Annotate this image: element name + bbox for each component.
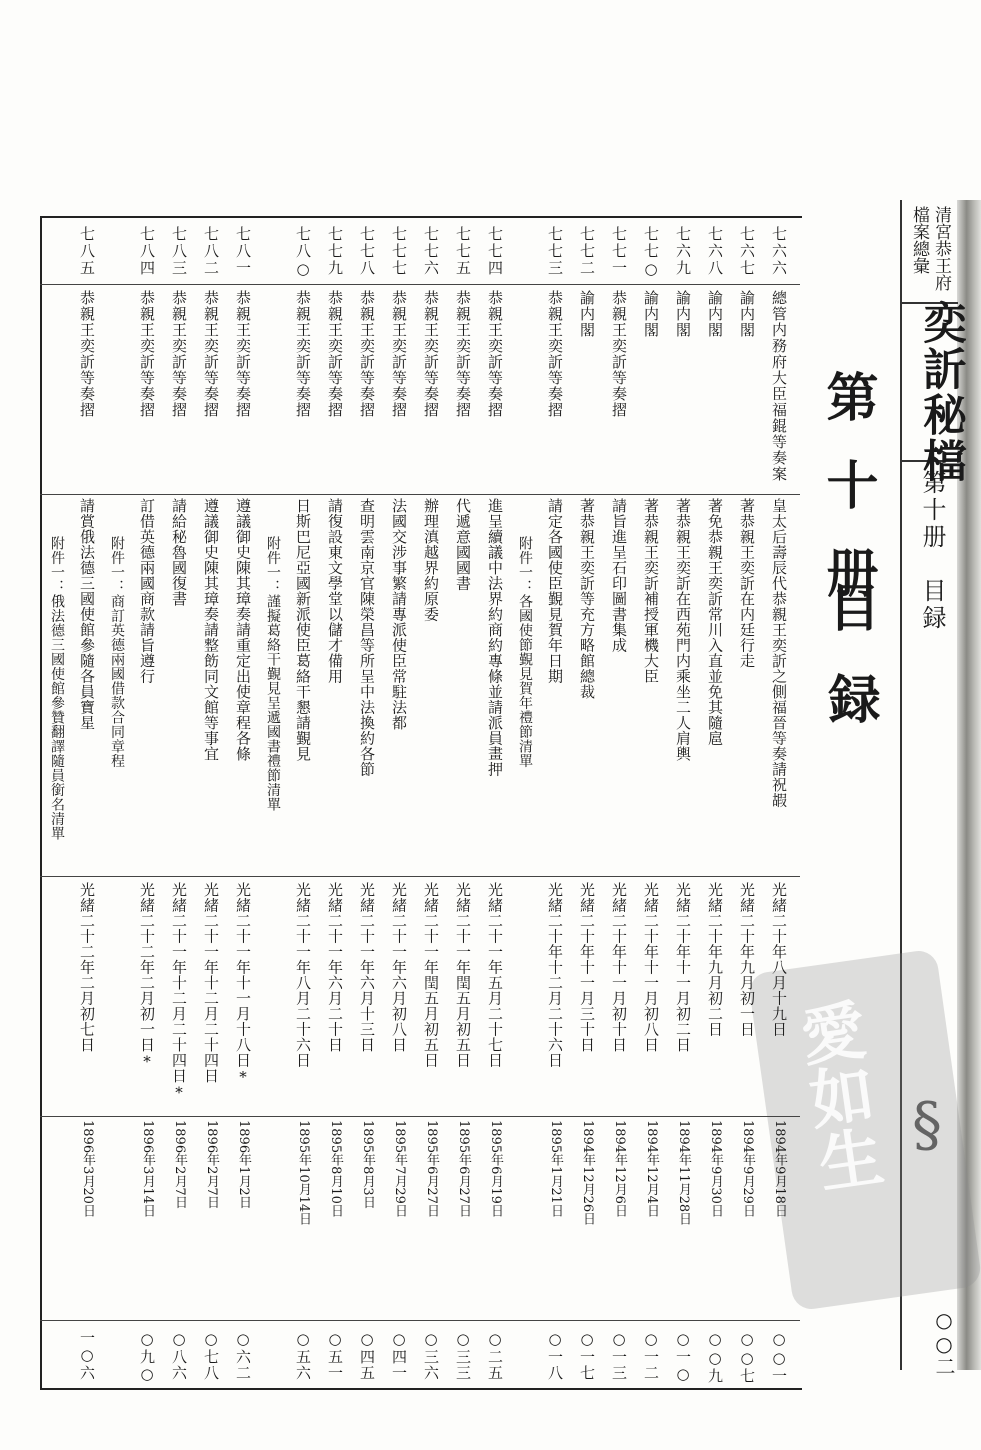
entry-ad-date: 1896年1月2日 (236, 1120, 251, 1209)
entry-agent: 恭親王奕訢等奏摺 (234, 290, 252, 418)
entry-subject: 著恭親王奕訢等充方略館總裁 (578, 498, 596, 700)
entry-subject: 請旨進呈石印圖書集成 (610, 498, 628, 653)
entry-page: ○○一 (770, 1330, 788, 1384)
entry-agent: 總管内務府大臣福錕等奏案 (770, 290, 788, 482)
entry-page: ○三六 (422, 1330, 440, 1381)
entry-ad-date: 1896年2月7日 (172, 1120, 187, 1209)
series-line-1: 清宮恭王府 (931, 206, 951, 291)
table-row (416, 216, 446, 1386)
entry-date: 光緒二十一年十二月二十四日 (202, 882, 220, 1084)
entry-subject: 請給秘魯國復書 (170, 498, 188, 607)
series-title (902, 206, 956, 296)
entry-number: 七七三 (546, 226, 564, 277)
entry-date: 光緒二十一年十二月二十四日* (170, 882, 188, 1102)
table-row (352, 216, 382, 1386)
table-row (668, 216, 698, 1386)
entry-number: 七六九 (674, 226, 692, 277)
attachment-text: 附件一：謹擬葛絡干覲見呈遞國書禮節清單 (265, 536, 281, 812)
entry-date: 光緒二十年十一月初十日 (610, 882, 628, 1053)
entry-agent: 恭親王奕訢等奏摺 (138, 290, 156, 418)
entry-date: 光緒二十一年六月初八日 (390, 882, 408, 1053)
entry-agent: 恭親王奕訢等奏摺 (78, 290, 96, 418)
entry-number: 七七五 (454, 226, 472, 277)
entry-page: ○四一 (390, 1330, 408, 1381)
entry-ad-date: 1896年3月14日 (140, 1120, 155, 1217)
entry-ad-date: 1896年3月20日 (80, 1120, 95, 1217)
entry-page: ○一三 (610, 1330, 628, 1381)
entry-agent: 恭親王奕訢等奏摺 (546, 290, 564, 418)
entry-agent: 恭親王奕訢等奏摺 (486, 290, 504, 418)
entry-number: 七七○ (642, 226, 660, 280)
entry-ad-date: 1895年6月19日 (488, 1120, 503, 1217)
entry-number: 七八一 (234, 226, 252, 277)
table-row (164, 216, 194, 1386)
entry-agent: 諭内閣 (674, 290, 692, 338)
table-row (480, 216, 510, 1386)
entry-date: 光緒二十年九月初一日 (738, 882, 756, 1037)
entry-agent: 諭内閣 (738, 290, 756, 338)
entry-agent: 恭親王奕訢等奏摺 (422, 290, 440, 418)
entry-agent: 恭親王奕訢等奏摺 (358, 290, 376, 418)
entry-date: 光緒二十一年閏五月初五日 (454, 882, 472, 1068)
swirl-ornament-icon: § (912, 1090, 942, 1160)
entry-number: 七七一 (610, 226, 628, 277)
entry-ad-date: 1894年11月28日 (676, 1120, 691, 1226)
entry-subject: 訂借英德兩國商款請旨遵行 (138, 498, 156, 684)
table-row (384, 216, 414, 1386)
entry-ad-date: 1895年8月3日 (360, 1120, 375, 1209)
entry-ad-date: 1894年12月4日 (644, 1120, 659, 1217)
table-row (604, 216, 634, 1386)
entry-subject: 請復設東文學堂以儲才備用 (326, 498, 344, 684)
entry-date: 光緒二十一年十一月十八日* (234, 882, 252, 1087)
entry-number: 七八四 (138, 226, 156, 277)
entry-ad-date: 1896年2月7日 (204, 1120, 219, 1209)
entry-subject: 皇太后壽辰代恭親王奕訢之側福晉等奏請祝嘏 (770, 498, 788, 808)
table-row (700, 216, 730, 1386)
table-row (732, 216, 762, 1386)
entry-date: 光緒二十一年六月二十日 (326, 882, 344, 1053)
entry-agent: 恭親王奕訢等奏摺 (202, 290, 220, 418)
entry-agent: 恭親王奕訢等奏摺 (170, 290, 188, 418)
entry-page: ○八六 (170, 1330, 188, 1381)
attachment-text: 附件一：各國使節覲見賀年禮節清單 (517, 536, 533, 768)
attachment-row (104, 216, 130, 1386)
table-row (764, 216, 794, 1386)
entry-number: 七七七 (390, 226, 408, 277)
entry-page: ○○九 (706, 1330, 724, 1384)
entry-number: 七八○ (294, 226, 312, 280)
table-row (320, 216, 350, 1386)
entry-subject: 進呈續議中法界約商約專條並請派員畫押 (486, 498, 504, 777)
entry-agent: 諭内閣 (706, 290, 724, 338)
entry-subject: 遵議御史陳其璋奏請重定出使章程各條 (234, 498, 252, 762)
entry-date: 光緒二十年九月初二日 (706, 882, 724, 1037)
entry-number: 七七六 (422, 226, 440, 277)
entry-page: ○一二 (642, 1330, 660, 1381)
series-line-2: 檔案總彙 (909, 206, 929, 274)
entry-ad-date: 1894年9月29日 (740, 1120, 755, 1217)
entry-page: ○五六 (294, 1330, 312, 1381)
book-title: 奕訢秘檔 (915, 300, 966, 484)
entry-subject: 著免恭親王奕訢常川入直並免其隨扈 (706, 498, 724, 746)
entry-page: ○三三 (454, 1330, 472, 1381)
entry-page: ○四五 (358, 1330, 376, 1381)
entry-subject: 辦理滇越界約原委 (422, 498, 440, 622)
entry-page: 一○六 (78, 1330, 96, 1381)
entry-number: 七八二 (202, 226, 220, 277)
entry-subject: 請定各國使臣覲見賀年日期 (546, 498, 564, 684)
entry-agent: 恭親王奕訢等奏摺 (390, 290, 408, 418)
entry-page: ○一八 (546, 1330, 564, 1381)
entry-date: 光緒二十年十二月二十六日 (546, 882, 564, 1068)
entry-ad-date: 1894年12月26日 (580, 1120, 595, 1226)
entry-ad-date: 1895年8月10日 (328, 1120, 343, 1217)
entry-number: 七八三 (170, 226, 188, 277)
entry-date: 光緒二十年八月十九日 (770, 882, 788, 1037)
entry-date: 光緒二十年十一月初二日 (674, 882, 692, 1053)
attachment-text: 附件一：俄法德三國使館參贊翻譯隨員銜名清單 (49, 536, 65, 841)
table-row (228, 216, 258, 1386)
page-number: ○○二 (932, 1308, 956, 1376)
table-row (572, 216, 602, 1386)
entry-ad-date: 1894年12月6日 (612, 1120, 627, 1217)
entry-agent: 諭内閣 (642, 290, 660, 338)
entry-subject: 遵議御史陳其璋奏請整飭同文館等事宜 (202, 498, 220, 762)
table-row (540, 216, 570, 1386)
entry-subject: 著恭親王奕訢在内廷行走 (738, 498, 756, 669)
entry-subject: 查明雲南京官陳榮昌等所呈中法換約各節 (358, 498, 376, 777)
entry-subject: 請賞俄法德三國使館參隨各員寶星 (78, 498, 96, 731)
entry-page: ○六二 (234, 1330, 252, 1381)
entry-subject: 著恭親王奕訢在西苑門内乘坐二人肩輿 (674, 498, 692, 762)
entry-subject: 日斯巴尼亞國新派使臣葛絡干懇請覲見 (294, 498, 312, 762)
entry-ad-date: 1895年6月27日 (456, 1120, 471, 1217)
entry-page: ○七八 (202, 1330, 220, 1381)
entry-subject: 代遞意國國書 (454, 498, 472, 591)
entry-page: ○二五 (486, 1330, 504, 1381)
volume-heading: 第十册 (817, 370, 878, 634)
entry-agent: 恭親王奕訢等奏摺 (454, 290, 472, 418)
entry-page: ○○七 (738, 1330, 756, 1384)
entry-number: 七七九 (326, 226, 344, 277)
entry-date: 光緒二十二年二月初七日 (78, 882, 96, 1053)
entry-number: 七七四 (486, 226, 504, 277)
entry-page: ○九○ (138, 1330, 156, 1384)
entry-date: 光緒二十一年八月二十六日 (294, 882, 312, 1068)
entry-ad-date: 1895年10月14日 (296, 1120, 311, 1226)
entry-number: 七七二 (578, 226, 596, 277)
entry-page: ○一七 (578, 1330, 596, 1381)
entry-date: 光緒二十年十一月三十日 (578, 882, 596, 1053)
table-row (288, 216, 318, 1386)
entry-number: 七六七 (738, 226, 756, 277)
entry-subject: 著恭親王奕訢補授軍機大臣 (642, 498, 660, 684)
entry-subject: 法國交涉事繁請專派使臣常駐法都 (390, 498, 408, 731)
watermark-text: 愛如生 (785, 995, 887, 1197)
attachment-row (260, 216, 286, 1386)
entry-agent: 恭親王奕訢等奏摺 (610, 290, 628, 418)
volume-section: 第十册 目録 (918, 470, 946, 632)
entry-agent: 恭親王奕訢等奏摺 (294, 290, 312, 418)
entry-date: 光緒二十二年二月初一日* (138, 882, 156, 1071)
entry-ad-date: 1895年1月21日 (548, 1120, 563, 1217)
entry-agent: 諭内閣 (578, 290, 596, 338)
entry-ad-date: 1894年9月30日 (708, 1120, 723, 1217)
table-row (636, 216, 666, 1386)
entry-ad-date: 1895年6月27日 (424, 1120, 439, 1217)
entry-page: ○一○ (674, 1330, 692, 1384)
entry-number: 七六八 (706, 226, 724, 277)
entry-ad-date: 1894年9月18日 (772, 1120, 787, 1217)
entry-ad-date: 1895年7月29日 (392, 1120, 407, 1217)
entry-number: 七八五 (78, 226, 96, 277)
entry-number: 七六六 (770, 226, 788, 277)
entry-date: 光緒二十一年五月二十七日 (486, 882, 504, 1068)
table-row (132, 216, 162, 1386)
contents-heading: 目録 (819, 580, 880, 764)
entry-date: 光緒二十一年六月十三日 (358, 882, 376, 1053)
attachment-row (44, 216, 70, 1386)
entry-agent: 恭親王奕訢等奏摺 (326, 290, 344, 418)
attachment-text: 附件一：商訂英德兩國借款合同章程 (109, 536, 125, 768)
entry-number: 七七八 (358, 226, 376, 277)
table-row (448, 216, 478, 1386)
table-row (196, 216, 226, 1386)
table-row (72, 216, 102, 1386)
entry-date: 光緒二十年十一月初八日 (642, 882, 660, 1053)
entry-date: 光緒二十一年閏五月初五日 (422, 882, 440, 1068)
entry-page: ○五一 (326, 1330, 344, 1381)
attachment-row (512, 216, 538, 1386)
